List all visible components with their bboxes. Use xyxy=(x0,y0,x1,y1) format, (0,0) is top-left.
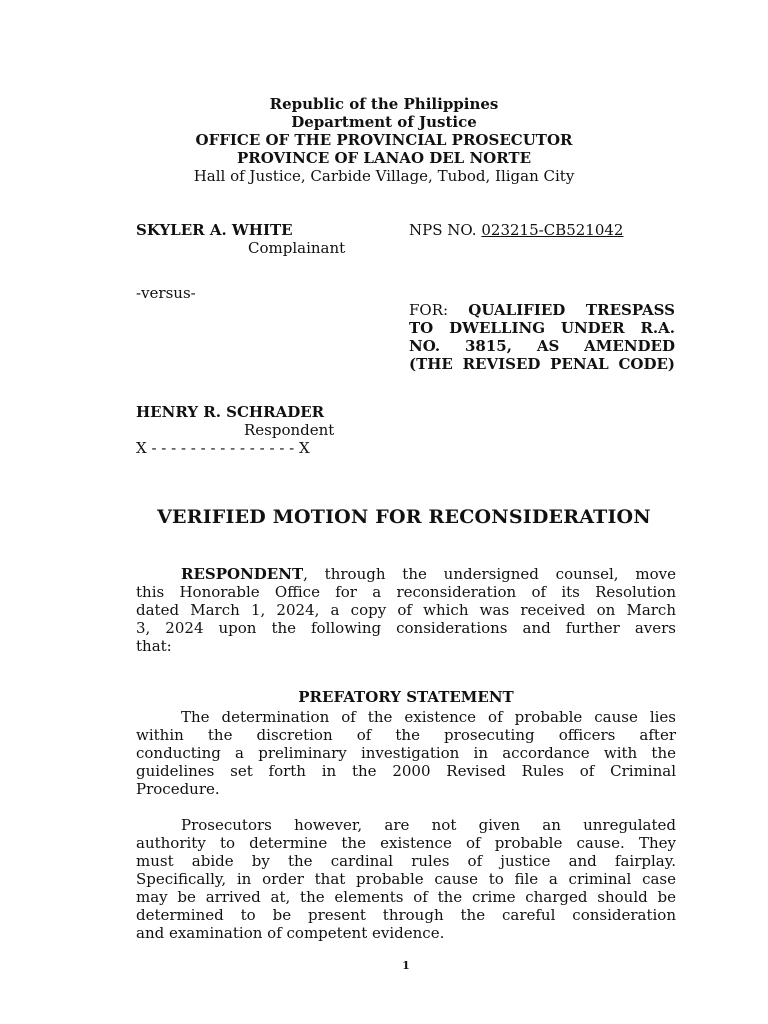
nps-number xyxy=(409,221,623,239)
para2-line-2: authority to determine the existence of probable cause. They xyxy=(136,834,676,852)
para2-line-5: may be arrived at, the elements of the crime charged should be xyxy=(136,888,676,906)
charge-block xyxy=(409,301,675,373)
letterhead-line-office: OFFICE OF THE PROVINCIAL PROSECUTOR xyxy=(195,131,573,149)
para2-line-1: Prosecutors however, are not given an unregulated xyxy=(181,816,676,834)
page-number: 1 xyxy=(402,959,410,972)
respondent-name: HENRY R. SCHRADER xyxy=(136,403,325,421)
para1-line-3: conducting a preliminary investigation in accordance with the xyxy=(136,744,676,762)
prefatory-paragraph-2 xyxy=(136,816,676,942)
caption-separator: X - - - - - - - - - - - - - - - X xyxy=(136,439,310,457)
intro-line-3: dated March 1, 2024, a copy of which was received on March xyxy=(136,601,676,619)
nps-value: 023215-CB521042 xyxy=(481,221,624,239)
letterhead-line-province: PROVINCE OF LANAO DEL NORTE xyxy=(236,149,532,167)
para2-line-3: must abide by the cardinal rules of justice and fairplay. xyxy=(136,852,676,870)
letterhead-line-address: Hall of Justice, Carbide Village, Tubod, Iligan City xyxy=(193,167,575,185)
intro-line-5: that: xyxy=(136,637,172,655)
respondent-role: Respondent xyxy=(244,421,335,439)
intro-paragraph xyxy=(136,565,676,655)
charge-line-4: (THE REVISED PENAL CODE) xyxy=(409,355,675,373)
intro-line-4: 3, 2024 upon the following considerations and further avers xyxy=(136,619,676,637)
intro-line-1: RESPONDENT, through the undersigned counsel, move xyxy=(181,565,676,583)
para2-line-7: and examination of competent evidence. xyxy=(136,924,445,942)
para1-line-1: The determination of the existence of probable cause lies xyxy=(181,708,676,726)
para1-line-5: Procedure. xyxy=(136,780,220,798)
prefatory-paragraph-1 xyxy=(136,708,676,798)
nps-label: NPS NO. xyxy=(409,221,477,239)
para2-line-6: determined to be present through the careful consideration xyxy=(136,906,676,924)
para1-line-4: guidelines set forth in the 2000 Revised Rules of Criminal xyxy=(136,762,676,780)
section-title: PREFATORY STATEMENT xyxy=(298,688,514,706)
letterhead-line-republic: Republic of the Philippines xyxy=(269,95,499,113)
para2-line-4: Specifically, in order that probable cause to file a criminal case xyxy=(136,870,676,888)
charge-line-3: NO. 3815, AS AMENDED xyxy=(409,337,675,355)
intro-line-2: this Honorable Office for a reconsideration of its Resolution xyxy=(136,583,676,601)
charge-line-1: FOR: QUALIFIED TRESPASS xyxy=(409,301,675,319)
complainant-role: Complainant xyxy=(248,239,346,257)
complainant-name: SKYLER A. WHITE xyxy=(136,221,293,239)
charge-line-2: TO DWELLING UNDER R.A. xyxy=(409,319,675,337)
document-title: VERIFIED MOTION FOR RECONSIDERATION xyxy=(157,506,651,528)
para1-line-2: within the discretion of the prosecuting officers after xyxy=(136,726,676,744)
versus-label: -versus- xyxy=(136,284,196,302)
letterhead-line-department: Department of Justice xyxy=(291,113,477,131)
letterhead xyxy=(0,95,768,185)
